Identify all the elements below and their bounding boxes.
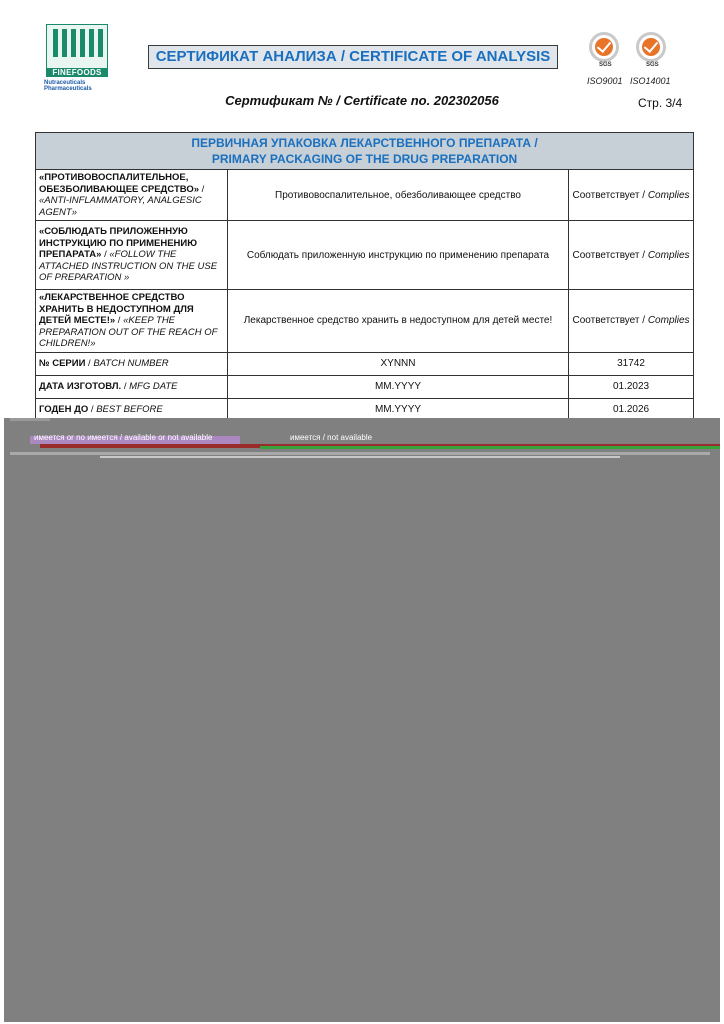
logo-name: FINEFOODS [46,68,108,77]
row-result: Соответствует / Complies [569,290,694,353]
row-result: Соответствует / Complies [569,170,694,221]
page-number: Стр. 3/4 [638,96,683,110]
section-header-row [36,133,694,170]
company-logo [44,24,110,90]
table-row [36,221,694,290]
table-row [36,375,694,398]
row-requirement: Соблюдать приложенную инструкцию по применению препарата [228,221,569,290]
row-label: «ЛЕКАРСТВЕННОЕ СРЕДСТВО ХРАНИТЬ В НЕДОСТУПНОМ ДЛЯ ДЕТЕЙ МЕСТЕ!» / «KEEP THE PREPARATION OUT OF THE REACH OF CHILDREN!» [36,290,228,353]
iso14001-label: ISO14001 [630,76,671,86]
finefoods-logo-icon [46,24,108,70]
packaging-table [35,132,694,442]
row-result: Соответствует / Complies [569,221,694,290]
row-result: 01.2026 [569,398,694,421]
logo-line1: Nutraceuticals [44,80,86,86]
row-result: 31742 [569,352,694,375]
sgs-iso14001-badge-icon [636,32,670,66]
row-requirement: MM.YYYY [228,375,569,398]
section-header [36,133,694,170]
sgs-iso9001-badge-icon [589,32,623,66]
row-label: «СОБЛЮДАТЬ ПРИЛОЖЕННУЮ ИНСТРУКЦИЮ ПО ПРИМЕНЕНИЮ ПРЕПАРАТА» / «FOLLOW THE ATTACHED INSTRUCTION ON THE USE OF PREPARATION » [36,221,228,290]
table-row [36,170,694,221]
row-requirement: Противовоспалительное, обезболивающее средство [228,170,569,221]
sgs-label: SGS [599,62,612,68]
artifact-text-a: имеется or no имеется / available or not available [34,433,213,442]
iso9001-label: ISO9001 [587,76,623,86]
sgs-label: SGS [646,62,659,68]
row-label: № СЕРИИ / BATCH NUMBER [36,352,228,375]
row-requirement: MM.YYYY [228,398,569,421]
document-title: СЕРТИФИКАТ АНАЛИЗА / CERTIFICATE OF ANALYSIS [148,45,558,69]
section-header-ru: ПЕРВИЧНАЯ УПАКОВКА ЛЕКАРСТВЕННОГО ПРЕПАРАТА / [191,136,538,150]
table-row [36,352,694,375]
certificate-number: Сертификат № / Certificate no. 202302056 [225,93,499,108]
row-label: ДАТА ИЗГОТОВЛ. / MFG DATE [36,375,228,398]
section-header-en: PRIMARY PACKAGING OF THE DRUG PREPARATION [211,152,518,166]
row-label: ГОДЕН ДО / BEST BEFORE [36,398,228,421]
table-row [36,290,694,353]
artifact-text-b: имеется / not available [290,433,373,442]
row-result: 01.2023 [569,375,694,398]
redacted-area [4,418,720,1022]
logo-line2: Pharmaceuticals [44,86,92,92]
row-requirement: Лекарственное средство хранить в недоступном для детей месте! [228,290,569,353]
row-requirement: XYNNN [228,352,569,375]
row-label: «ПРОТИВОВОСПАЛИТЕЛЬНОЕ, ОБЕЗБОЛИВАЮЩЕЕ СРЕДСТВО» / «ANTI-INFLAMMATORY, ANALGESIC AGENT» [36,170,228,221]
